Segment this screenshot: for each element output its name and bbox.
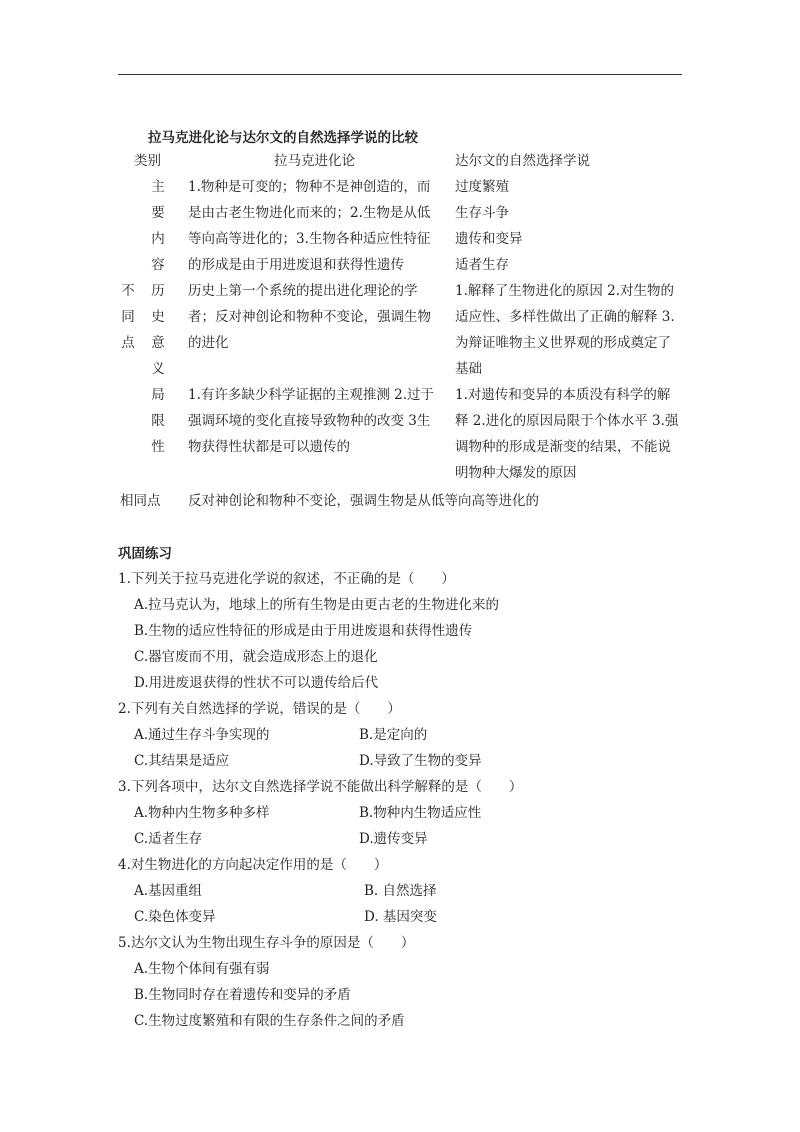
main-darwin-item: 遗传和变异 [455,231,523,247]
question-5: 5.达尔文认为生物出现生存斗争的原因是（ ） [118,935,415,951]
q4-option-c: C.染色体变异 [134,909,216,925]
q1-option-b: B.生物的适应性特征的形成是由于用进废退和获得性遗传 [134,623,473,639]
q5-option-b: B.生物同时存在着遗传和变异的矛盾 [134,987,351,1003]
group-label-differences: 不同点 [121,283,135,351]
row-label-history: 历史意义 [151,283,165,377]
q2-option-d: D.导致了生物的变异 [359,753,482,769]
q4-option-b: B. 自然选择 [364,883,437,899]
q5-option-c: C.生物过度繁殖和有限的生存条件之间的矛盾 [134,1013,405,1029]
q5-option-a: A.生物个体间有强有弱 [134,961,270,977]
q1-option-d: D.用进废退获得的性状不可以遗传给后代 [134,675,379,691]
main-darwin-item: 生存斗争 [455,205,509,221]
history-lamarck: 历史上第一个系统的提出进化理论的学者；反对神创论和物种不变论，强调生物的进化 [188,283,431,351]
q3-option-d: D.遗传变异 [359,831,428,847]
q2-option-b: B.是定向的 [359,727,428,743]
q3-option-a: A.物种内生物多种多样 [134,805,270,821]
question-2: 2.下列有关自然选择的学说，错误的是（ ） [118,701,401,717]
header-darwin: 达尔文的自然选择学说 [455,153,590,169]
main-lamarck: 1.物种是可变的；物种不是神创造的，而是由古老生物进化而来的；2.生物是从低等向高等进化的；3.生物各种适应性特征的形成是由于用进废退和获得性遗传 [188,179,431,273]
q1-option-a: A.拉马克认为，地球上的所有生物是由更古老的生物进化来的 [134,597,500,613]
q4-option-d: D. 基因突变 [364,909,437,925]
main-darwin-list [455,174,523,278]
table-title: 拉马克进化论与达尔文的自然选择学说的比较 [148,130,418,146]
exercises-title: 巩固练习 [118,546,172,562]
limits-lamarck: 1.有许多缺少科学证据的主观推测 2.过于强调环境的变化直接导致物种的改变 3生物获得性状都是可以遗传的 [188,387,435,455]
q2-option-a: A.通过生存斗争实现的 [134,727,270,743]
row-label-limits: 局限性 [151,387,165,455]
row-label-main: 主要内容 [151,179,165,273]
header-category: 类别 [134,153,161,169]
header-lamarck: 拉马克进化论 [274,153,355,169]
history-darwin: 1.解释了生物进化的原因 2.对生物的适应性、多样性做出了正确的解释 3.为辩证唯物主义世界观的形成奠定了基础 [455,283,675,377]
row-label-same: 相同点 [120,493,161,509]
same-text: 反对神创论和物种不变论，强调生物是从低等向高等进化的 [188,493,539,509]
q2-option-c: C.其结果是适应 [134,753,230,769]
main-darwin-item: 适者生存 [455,257,509,273]
question-1: 1.下列关于拉马克进化学说的叙述，不正确的是（ ） [118,571,455,587]
q3-option-c: C.适者生存 [134,831,203,847]
q1-option-c: C.器官废而不用，就会造成形态上的退化 [134,649,378,665]
q4-option-a: A.基因重组 [134,883,203,899]
limits-darwin: 1.对遗传和变异的本质没有科学的解释 2.进化的原因局限于个体水平 3.强调物种的形成是渐变的结果，不能说明物种大爆发的原因 [455,387,679,481]
header-rule [118,74,682,75]
question-3: 3.下列各项中，达尔文自然选择学说不能做出科学解释的是（ ） [118,779,523,795]
main-darwin-item: 过度繁殖 [455,179,509,195]
q3-option-b: B.物种内生物适应性 [359,805,482,821]
question-4: 4.对生物进化的方向起决定作用的是（ ） [118,857,388,873]
